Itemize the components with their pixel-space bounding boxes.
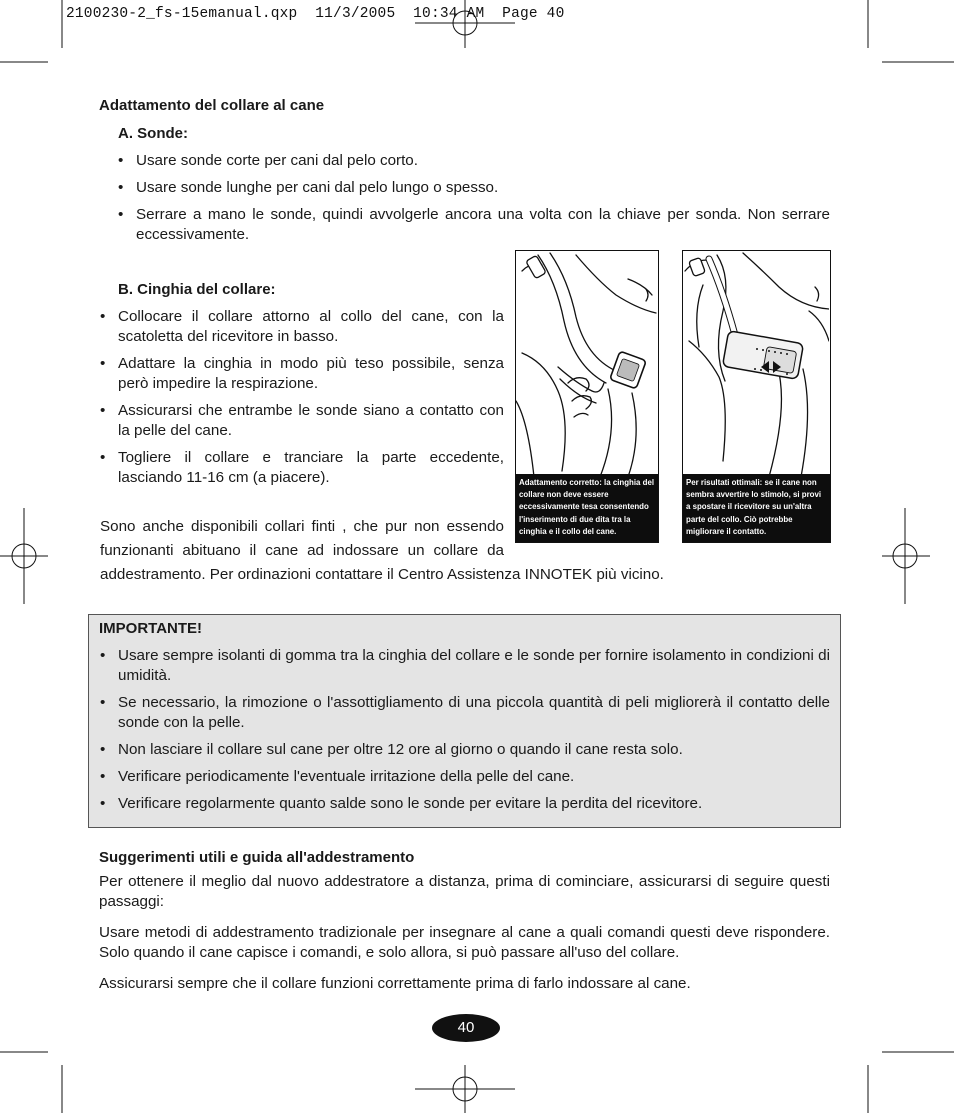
list-item	[118, 205, 830, 245]
subheading-probes: A. Sonde:	[118, 125, 188, 142]
bullet-text: Usare sonde corte per cani dal pelo corto.	[136, 152, 418, 169]
bullet-text: Togliere il collare e tranciare la parte eccedente, lasciando 11-16 cm (a piacere).	[118, 449, 504, 486]
bullet-dot: •	[100, 647, 106, 664]
bullet-dot: •	[100, 449, 106, 466]
list-item	[100, 401, 504, 441]
bullet-text: Collocare il collare attorno al collo del cane, con la scatoletta del ricevitore in basso.	[118, 308, 504, 345]
paragraph: Per ottenere il meglio dal nuovo addestratore a distanza, prima di cominciare, assicurarsi di seguire questi passaggi:	[99, 873, 830, 910]
bullet-text: Verificare periodicamente l'eventuale irritazione della pelle del cane.	[118, 768, 575, 785]
list-item	[100, 646, 830, 686]
bullet-text: Verificare regolarmente quanto salde sono le sonde per evitare la perdita del ricevitore.	[118, 795, 703, 812]
collar-fit-illustration	[516, 251, 657, 477]
figure-collar-fit	[515, 250, 659, 543]
list-item	[100, 448, 504, 488]
paragraph: Assicurarsi sempre che il collare funzioni correttamente prima di farlo indossare al cane.	[99, 975, 691, 992]
bullet-dot: •	[100, 308, 106, 325]
bullet-dot: •	[118, 152, 124, 169]
dummy-collar-line: funzionanti abituano il cane ad indossare un collare da	[100, 542, 504, 559]
bullet-dot: •	[100, 741, 106, 758]
figure-caption: Per risultati ottimali: se il cane non sembra avvertire lo stimolo, si provi a spostare il ricevitore su un'altra parte del collo. Ciò potrebbe migliorare il contatto.	[683, 474, 830, 542]
bullet-text: Se necessario, la rimozione o l'assottigliamento di una piccola quantità di peli migliorerà il contatto delle sonde con la pelle.	[118, 694, 830, 731]
section-title-fitting: Adattamento del collare al cane	[99, 97, 325, 114]
list-item	[118, 178, 830, 198]
list-item	[100, 354, 504, 394]
dummy-collar-line: addestramento. Per ordinazioni contattare il Centro Assistenza INNOTEK più vicino.	[100, 566, 664, 583]
subheading-strap: B. Cinghia del collare:	[118, 281, 276, 298]
list-item	[100, 794, 830, 814]
important-notice-box	[88, 614, 841, 828]
list-item	[118, 151, 830, 171]
print-slug: 2100230-2_fs-15emanual.qxp 11/3/2005 10:34 AM Page 40	[66, 6, 565, 22]
bullet-text: Serrare a mano le sonde, quindi avvolgerle ancora una volta con la chiave per sonda. Non serrare eccessivamente.	[136, 206, 830, 243]
list-item	[100, 767, 830, 787]
bullet-text: Non lasciare il collare sul cane per oltre 12 ore al giorno o quando il cane resta solo.	[118, 741, 683, 758]
bullet-text: Assicurarsi che entrambe le sonde siano a contatto con la pelle del cane.	[118, 402, 504, 439]
paragraph: Usare metodi di addestramento tradizionale per insegnare al cane a quali comandi questi deve rispondere. Solo quando il cane capisce i comandi, e solo allora, si può passare all'uso del collare.	[99, 924, 830, 961]
figure-receiver-position	[682, 250, 831, 543]
bullet-dot: •	[100, 355, 106, 372]
bullet-dot: •	[118, 179, 124, 196]
figure-caption: Adattamento corretto: la cinghia del collare non deve essere eccessivamente tesa consentendo l'inserimento di due dita tra la cinghia e il collo del cane.	[516, 474, 658, 542]
bullet-dot: •	[100, 694, 106, 711]
bullet-dot: •	[100, 795, 106, 812]
list-item	[100, 693, 830, 733]
bullet-text: Usare sonde lunghe per cani dal pelo lungo o spesso.	[136, 179, 499, 196]
section-title-tips: Suggerimenti utili e guida all'addestramento	[99, 849, 415, 866]
bullet-text: Usare sempre isolanti di gomma tra la cinghia del collare e le sonde per fornire isolamento in condizioni di umidità.	[118, 647, 830, 684]
dummy-collar-line: Sono anche disponibili collari finti , che pur non essendo	[100, 518, 504, 535]
receiver-position-illustration	[683, 251, 829, 477]
list-item	[100, 740, 830, 760]
bullet-dot: •	[118, 206, 124, 223]
bullet-dot: •	[100, 402, 106, 419]
important-title: IMPORTANTE!	[99, 620, 203, 637]
bullet-dot: •	[100, 768, 106, 785]
list-item	[100, 307, 504, 347]
page-number: 40	[432, 1014, 500, 1042]
bullet-text: Adattare la cinghia in modo più teso possibile, senza però impedire la respirazione.	[118, 355, 504, 392]
